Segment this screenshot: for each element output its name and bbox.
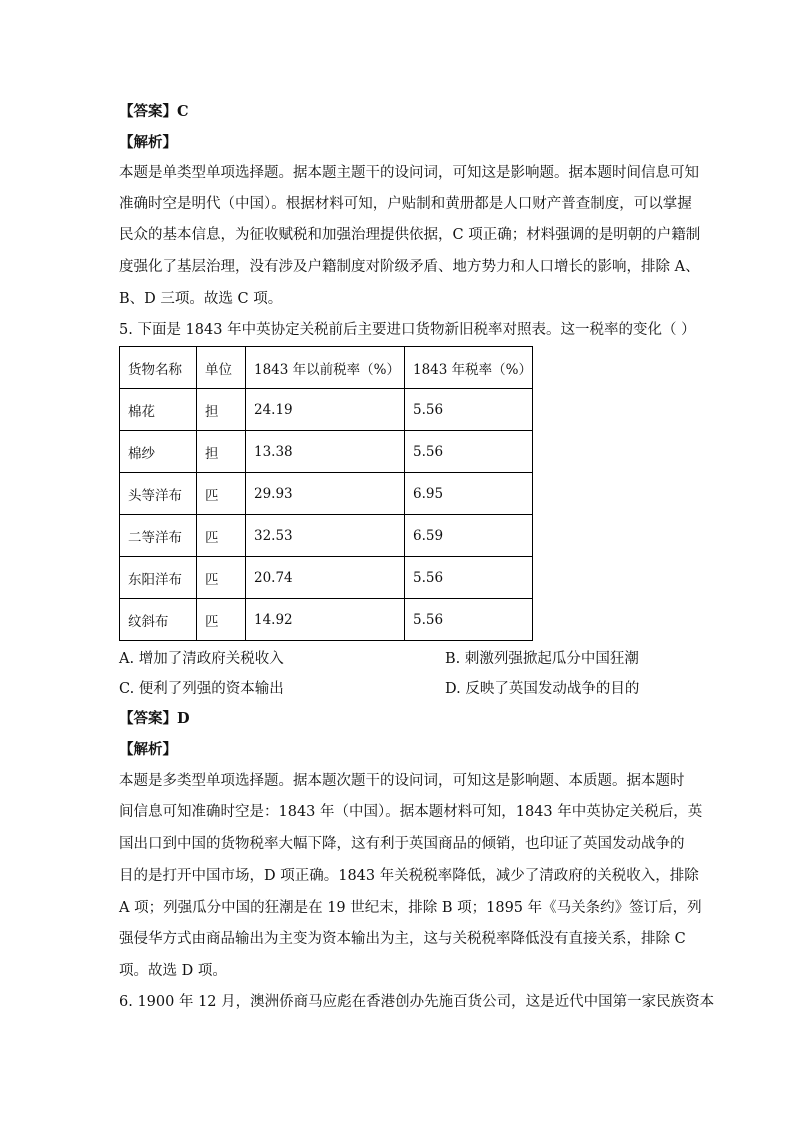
table-cell: 东阳洋布 bbox=[120, 557, 197, 599]
q5-analysis-line: A 项；列强瓜分中国的狂潮是在 19 世纪末，排除 B 项；1895 年《马关条约》签订后，列 bbox=[119, 900, 702, 916]
q4-analysis-heading: 【解析】 bbox=[119, 134, 177, 151]
table-header-cell: 单位 bbox=[197, 347, 246, 389]
tariff-table bbox=[119, 346, 533, 641]
q6-stem: 6. 1900 年 12 月，澳洲侨商马应彪在香港创办先施百货公司，这是近代中国第一家民族资本 bbox=[119, 994, 715, 1010]
table-cell: 匹 bbox=[197, 557, 246, 599]
table-cell: 棉花 bbox=[120, 389, 197, 431]
table-header-cell: 货物名称 bbox=[120, 347, 197, 389]
q5-analysis-line: 本题是多类型单项选择题。据本题次题干的设问词，可知这是影响题、本质题。据本题时 bbox=[119, 773, 685, 789]
table-cell: 5.56 bbox=[405, 431, 533, 473]
option-a: A. 增加了清政府关税收入 bbox=[119, 651, 284, 667]
q4-analysis-line: B、D 三项。故选 C 项。 bbox=[119, 291, 283, 307]
table-cell: 5.56 bbox=[405, 557, 533, 599]
table-cell: 5.56 bbox=[405, 389, 533, 431]
table-header-row bbox=[120, 347, 533, 389]
q5-stem: 5. 下面是 1843 年中英协定关税前后主要进口货物新旧税率对照表。这一税率的变化（ ） bbox=[119, 322, 696, 338]
q4-analysis-line: 度强化了基层治理，没有涉及户籍制度对阶级矛盾、地方势力和人口增长的影响，排除 A、 bbox=[119, 259, 700, 275]
q5-analysis-line: 目的是打开中国市场，D 项正确。1843 年关税税率降低，减少了清政府的关税收入，排除 bbox=[119, 868, 699, 884]
table-row bbox=[120, 389, 533, 431]
table-cell: 担 bbox=[197, 431, 246, 473]
table-cell: 5.56 bbox=[405, 599, 533, 641]
table-cell: 匹 bbox=[197, 473, 246, 515]
table-cell: 29.93 bbox=[246, 473, 405, 515]
table-cell: 头等洋布 bbox=[120, 473, 197, 515]
table-row bbox=[120, 473, 533, 515]
q4-answer: 【答案】C bbox=[119, 103, 189, 120]
q5-answer: 【答案】D bbox=[119, 710, 190, 727]
table-cell: 20.74 bbox=[246, 557, 405, 599]
q5-analysis-heading: 【解析】 bbox=[119, 741, 177, 758]
option-d: D. 反映了英国发动战争的目的 bbox=[445, 681, 640, 697]
option-b: B. 刺激列强掀起瓜分中国狂潮 bbox=[445, 651, 639, 667]
table-cell: 纹斜布 bbox=[120, 599, 197, 641]
q5-analysis-line: 强侵华方式由商品输出为主变为资本输出为主，这与关税税率降低没有直接关系，排除 C bbox=[119, 931, 686, 947]
q5-analysis-line: 间信息可知准确时空是：1843 年（中国）。据本题材料可知，1843 年中英协定关税后，英 bbox=[119, 804, 703, 820]
table-cell: 担 bbox=[197, 389, 246, 431]
q4-analysis-line: 本题是单类型单项选择题。据本题主题干的设问词，可知这是影响题。据本题时间信息可知 bbox=[119, 165, 699, 181]
table-cell: 14.92 bbox=[246, 599, 405, 641]
table-header-cell: 1843 年以前税率（%） bbox=[246, 347, 405, 389]
table-row bbox=[120, 431, 533, 473]
table-cell: 6.95 bbox=[405, 473, 533, 515]
q4-analysis-line: 准确时空是明代（中国）。根据材料可知，户贴制和黄册都是人口财产普查制度，可以掌握 bbox=[119, 196, 692, 212]
q5-analysis-line: 项。故选 D 项。 bbox=[119, 963, 227, 979]
table-cell: 二等洋布 bbox=[120, 515, 197, 557]
table-cell: 6.59 bbox=[405, 515, 533, 557]
table-cell: 13.38 bbox=[246, 431, 405, 473]
table-cell: 匹 bbox=[197, 599, 246, 641]
table-cell: 32.53 bbox=[246, 515, 405, 557]
table-cell: 匹 bbox=[197, 515, 246, 557]
table-row bbox=[120, 599, 533, 641]
q5-analysis-line: 国出口到中国的货物税率大幅下降，这有利于英国商品的倾销，也印证了英国发动战争的 bbox=[119, 836, 685, 852]
table-header-cell: 1843 年税率（%） bbox=[405, 347, 533, 389]
table-cell: 24.19 bbox=[246, 389, 405, 431]
table-row bbox=[120, 515, 533, 557]
table-cell: 棉纱 bbox=[120, 431, 197, 473]
option-c: C. 便利了列强的资本输出 bbox=[119, 681, 284, 697]
table-row bbox=[120, 557, 533, 599]
q4-analysis-line: 民众的基本信息，为征收赋税和加强治理提供依据，C 项正确；材料强调的是明朝的户籍制 bbox=[119, 227, 701, 243]
